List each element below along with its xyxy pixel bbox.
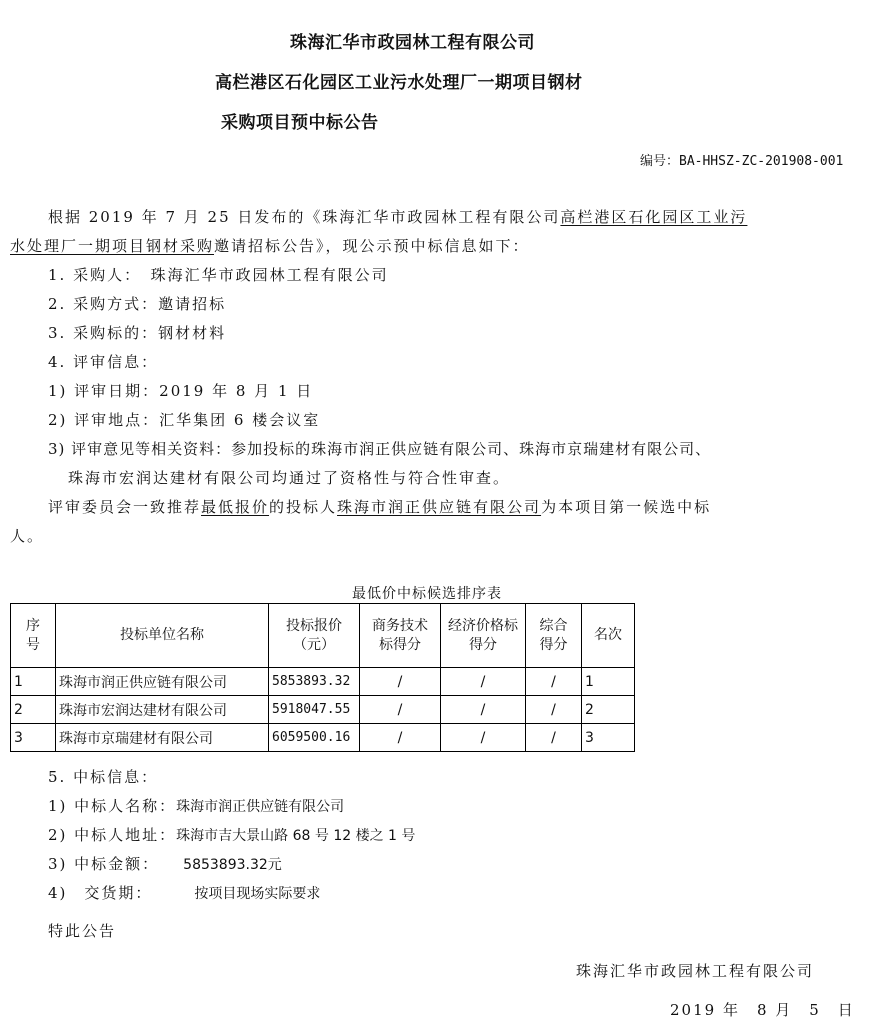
header-rank: 名次	[582, 604, 635, 668]
cell-total-score: /	[526, 724, 582, 752]
signature-company: 珠海汇华市政园林工程有限公司	[576, 962, 815, 980]
winner-delivery-line	[48, 882, 320, 903]
intro-prefix: 根据 2019 年 7 月 25 日发布的《珠海汇华市政园林工程有限公司	[48, 208, 561, 226]
table-row	[11, 696, 635, 724]
table-row	[11, 668, 635, 696]
cell-econ-score: /	[441, 724, 526, 752]
cell-seq: 1	[11, 668, 56, 696]
signature-date: 2019 年 8 月 5 日	[670, 1001, 855, 1019]
winner-section-heading: 5. 中标信息：	[48, 768, 159, 786]
cell-seq: 2	[11, 696, 56, 724]
header-seq: 序号	[11, 604, 56, 668]
recommend-text-3: 为本项目第一候选中标	[541, 498, 712, 516]
cell-bidder-name: 珠海市宏润达建材有限公司	[56, 696, 269, 724]
review-heading: 4. 评审信息：	[48, 353, 159, 371]
subject-line: 3. 采购标的：钢材材料	[48, 324, 227, 342]
cell-price: 5853893.32	[269, 668, 360, 696]
recommend-lowest-price: 最低报价	[201, 498, 270, 516]
intro-line1	[48, 206, 747, 227]
cell-tech-score: /	[360, 696, 441, 724]
cell-rank: 1	[582, 668, 635, 696]
serial-number: 编号：BA-HHSZ-ZC-201908-001	[640, 154, 844, 169]
recommend-text-2: 的投标人	[269, 498, 338, 516]
winner-amount-label: 3) 中标金额：	[48, 855, 160, 873]
header-tech-score: 商务技术标得分	[360, 604, 441, 668]
cell-bidder-name: 珠海市润正供应链有限公司	[56, 668, 269, 696]
table-caption: 最低价中标候选排序表	[352, 586, 502, 602]
method-line: 2. 采购方式：邀请招标	[48, 295, 227, 313]
ranking-table	[10, 603, 635, 752]
winner-name-value: 珠海市润正供应链有限公司	[176, 799, 345, 815]
winner-name-line	[48, 795, 344, 816]
cell-bidder-name: 珠海市京瑞建材有限公司	[56, 724, 269, 752]
recommend-line1	[48, 496, 711, 517]
company-title: 珠海汇华市政园林工程有限公司	[290, 33, 535, 53]
winner-address-label: 2) 中标人地址：	[48, 826, 177, 844]
intro-project-underlined-1: 高栏港区石化园区工业污	[560, 208, 748, 226]
cell-seq: 3	[11, 724, 56, 752]
cell-rank: 2	[582, 696, 635, 724]
cell-price: 6059500.16	[269, 724, 360, 752]
intro-project-underlined-2: 水处理厂一期项目钢材采购	[10, 237, 215, 255]
cell-total-score: /	[526, 696, 582, 724]
cell-price: 5918047.55	[269, 696, 360, 724]
recommend-text-1: 评审委员会一致推荐	[48, 498, 202, 516]
intro-line2	[10, 235, 530, 256]
cell-total-score: /	[526, 668, 582, 696]
winner-address-line	[48, 824, 415, 845]
recommend-bidder: 珠海市润正供应链有限公司	[337, 498, 542, 516]
winner-name-label: 1) 中标人名称：	[48, 797, 177, 815]
cell-tech-score: /	[360, 668, 441, 696]
cell-econ-score: /	[441, 668, 526, 696]
intro-suffix: 邀请招标公告》，现公示预中标信息如下：	[214, 237, 530, 255]
project-title-line2: 采购项目预中标公告	[221, 113, 379, 133]
winner-delivery-value: 按项目现场实际要求	[194, 886, 321, 902]
winner-amount-value: 5853893.32元	[183, 857, 282, 873]
cell-tech-score: /	[360, 724, 441, 752]
winner-address-value: 珠海市吉大景山路 68 号 12 楼之 1 号	[176, 828, 416, 844]
table-row	[11, 724, 635, 752]
cell-rank: 3	[582, 724, 635, 752]
project-title-line1: 高栏港区石化园区工业污水处理厂一期项目钢材	[215, 73, 583, 93]
table-header-row	[11, 604, 635, 668]
header-bidder-name: 投标单位名称	[56, 604, 269, 668]
review-date-line: 1) 评审日期：2019 年 8 月 1 日	[48, 382, 314, 400]
winner-delivery-label: 4) 交货期：	[48, 884, 153, 902]
header-price: 投标报价（元）	[269, 604, 360, 668]
purchaser-line: 1. 采购人： 珠海汇华市政园林工程有限公司	[48, 266, 389, 284]
review-place-line: 2) 评审地点：汇华集团 6 楼会议室	[48, 411, 321, 429]
recommend-line2: 人。	[10, 527, 45, 545]
cell-econ-score: /	[441, 696, 526, 724]
notice-text: 特此公告	[48, 922, 117, 940]
header-econ-score: 经济价格标得分	[441, 604, 526, 668]
review-opinion-line2: 珠海市宏润达建材有限公司均通过了资格性与符合性审查。	[68, 469, 511, 487]
header-total-score: 综合得分	[526, 604, 582, 668]
winner-amount-line	[48, 853, 282, 874]
review-opinion-line1: 3) 评审意见等相关资料：参加投标的珠海市润正供应链有限公司、珠海市京瑞建材有限公司、	[48, 440, 712, 458]
